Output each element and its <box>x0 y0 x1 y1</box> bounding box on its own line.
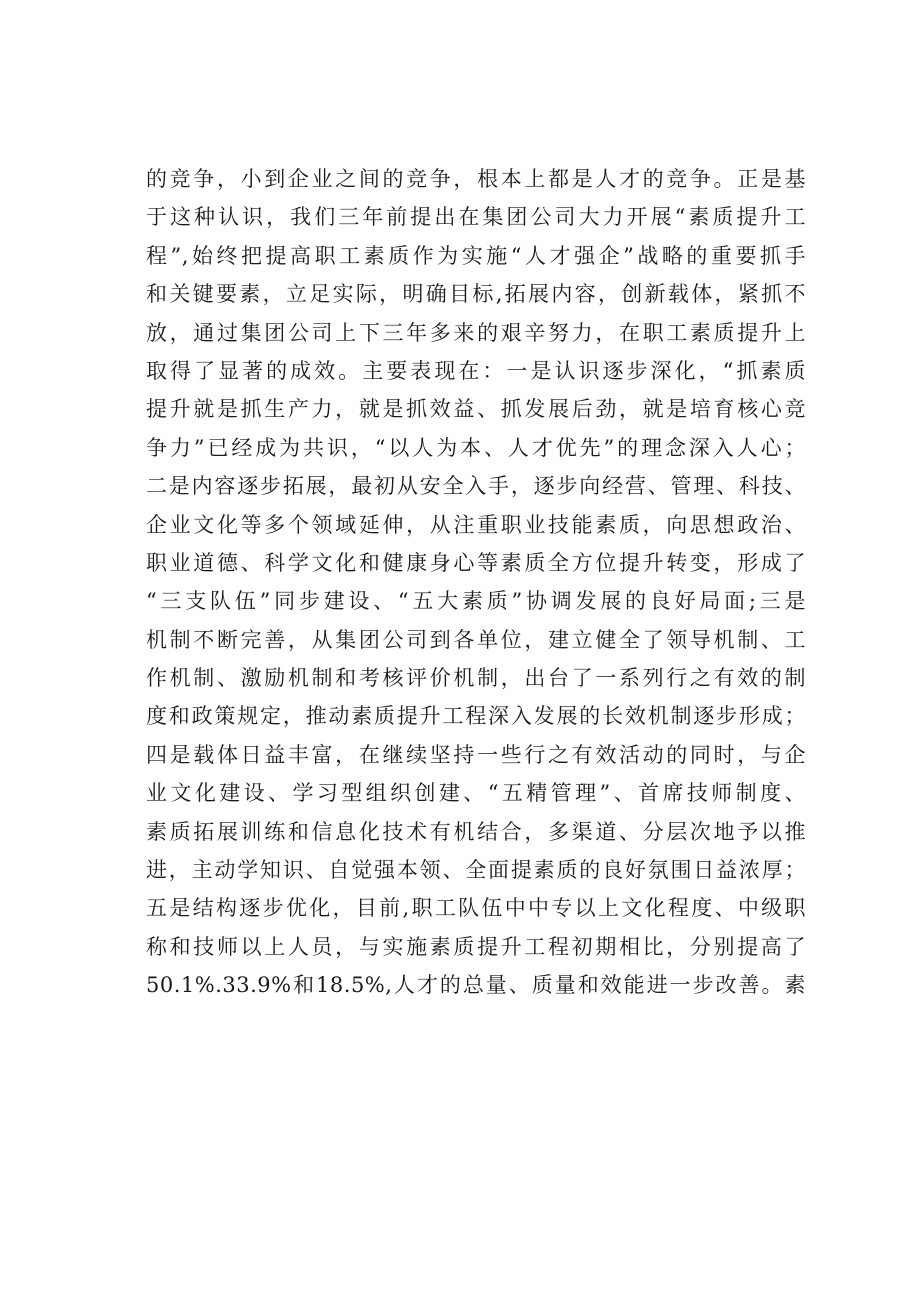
paragraph-line: 企业文化等多个领域延伸，从注重职业技能素质，向思想政治、 <box>146 512 806 537</box>
paragraph-line: 二是内容逐步拓展，最初从安全入手，逐步向经营、管理、科技、 <box>146 474 806 499</box>
paragraph-line: 职业道德、科学文化和健康身心等素质全方位提升转变，形成了 <box>146 550 806 575</box>
paragraph-line: 素质拓展训练和信息化技术有机结合，多渠道、分层次地予以推 <box>146 819 806 844</box>
paragraph-line: 争力”已经成为共识，“以人为本、人才优先”的理念深入人心； <box>146 435 806 460</box>
paragraph-line: 于这种认识，我们三年前提出在集团公司大力开展“素质提升工 <box>146 205 806 230</box>
paragraph-line: 提升就是抓生产力，就是抓效益、抓发展后劲，就是培育核心竞 <box>146 397 806 422</box>
paragraph-line: 和关键要素，立足实际，明确目标,拓展内容，创新载体，紧抓不 <box>146 282 806 307</box>
paragraph-line: 四是载体日益丰富，在继续坚持一些行之有效活动的同时，与企 <box>146 742 806 767</box>
paragraph-line: 作机制、激励机制和考核评价机制，出台了一系列行之有效的制 <box>146 666 806 691</box>
paragraph-line: 业文化建设、学习型组织创建、“五精管理”、首席技师制度、 <box>146 781 806 806</box>
paragraph-line: 取得了显著的成效。主要表现在：一是认识逐步深化，“抓素质 <box>146 358 806 383</box>
paragraph-line: “三支队伍”同步建设、“五大素质”协调发展的良好局面;三是 <box>146 589 806 614</box>
paragraph-line: 称和技师以上人员，与实施素质提升工程初期相比，分别提高了 <box>146 934 806 959</box>
paragraph-line: 程”,始终把提高职工素质作为实施“人才强企”战略的重要抓手 <box>146 243 806 268</box>
paragraph-line: 五是结构逐步优化，目前,职工队伍中中专以上文化程度、中级职 <box>146 896 806 921</box>
paragraph-line: 机制不断完善，从集团公司到各单位，建立健全了领导机制、工 <box>146 627 806 652</box>
paragraph-line: 50.1%.33.9%和18.5%,人才的总量、质量和效能进一步改善。素 <box>146 973 806 998</box>
paragraph-line: 度和政策规定，推动素质提升工程深入发展的长效机制逐步形成； <box>146 704 806 729</box>
paragraph-line: 进，主动学知识、自觉强本领、全面提素质的良好氛围日益浓厚； <box>146 858 806 883</box>
paragraph-line: 放，通过集团公司上下三年多来的艰辛努力，在职工素质提升上 <box>146 320 806 345</box>
body-paragraph <box>146 160 806 1005</box>
paragraph-line: 的竞争，小到企业之间的竞争，根本上都是人才的竞争。正是基 <box>146 167 806 191</box>
